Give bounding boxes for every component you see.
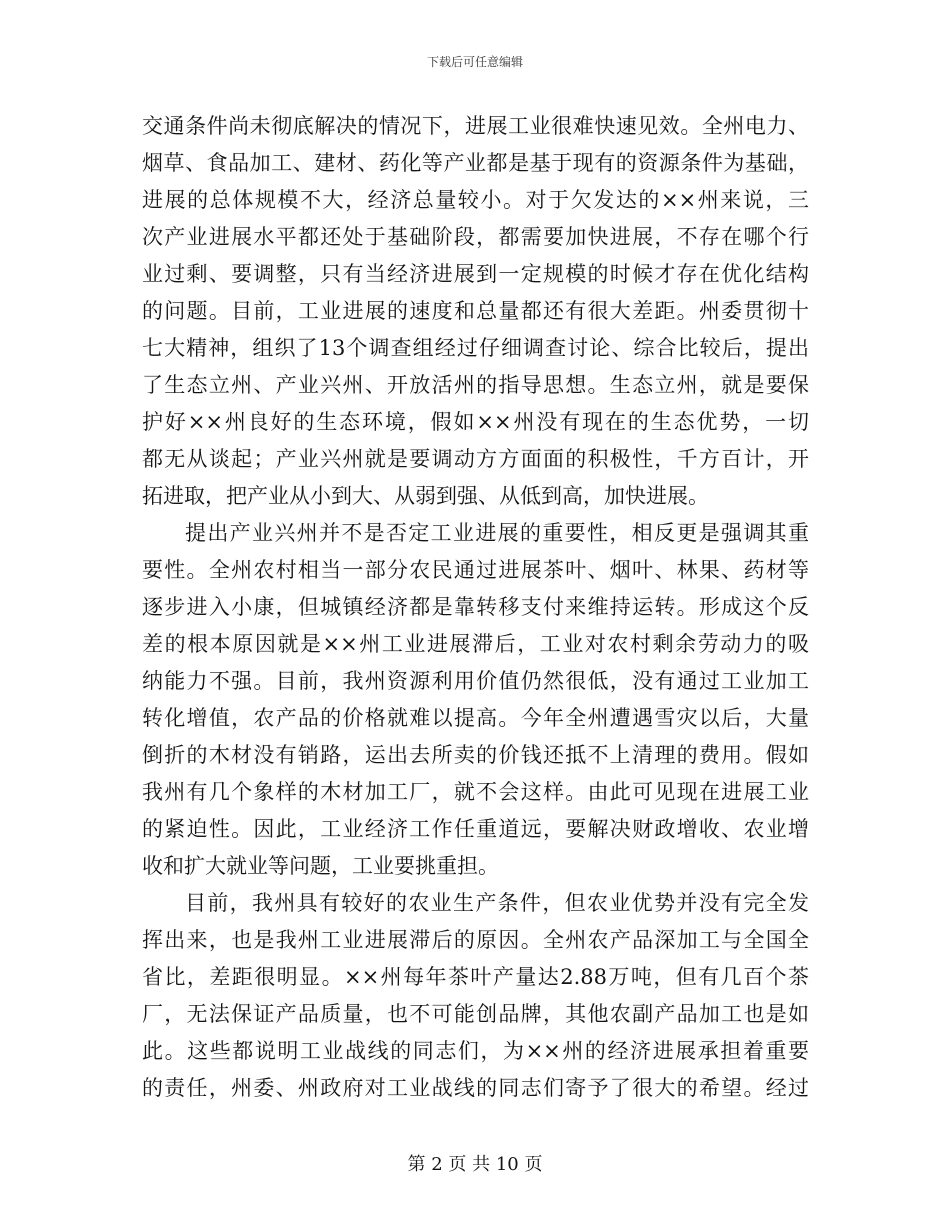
- text-line: 交通条件尚未彻底解决的情况下，进展工业很难快速见效。全州电力、: [142, 114, 809, 138]
- text-line: 转化增值，农产品的价格就难以提高。今年全州遭遇雪灾以后，大量: [142, 706, 809, 730]
- text-line: 此。这些都说明工业战线的同志们，为××州的经济进展承担着重要: [142, 1039, 809, 1063]
- text-line: 的紧迫性。因此，工业经济工作任重道远，要解决财政增收、农业增: [142, 817, 809, 841]
- text-line: 都无从谈起；产业兴州就是要调动方方面面的积极性，千方百计，开: [142, 447, 809, 471]
- text-line: 差的根本原因就是××州工业进展滞后，工业对农村剩余劳动力的吸: [142, 632, 809, 656]
- text-line: 七大精神，组织了13个调查组经过仔细调查讨论、综合比较后，提出: [142, 336, 809, 360]
- text-line: 业过剩、要调整，只有当经济进展到一定规模的时候才存在优化结构: [142, 262, 809, 286]
- text-line: 挥出来，也是我州工业进展滞后的原因。全州农产品深加工与全国全: [142, 928, 809, 952]
- text-line: 目前，我州具有较好的农业生产条件，但农业优势并没有完全发: [185, 891, 809, 915]
- text-line: 次产业进展水平都还处于基础阶段，都需要加快进展，不存在哪个行: [142, 225, 809, 249]
- text-line: 要性。全州农村相当一部分农民通过进展茶叶、烟叶、林果、药材等: [142, 558, 809, 582]
- text-line: 的问题。目前，工业进展的速度和总量都还有很大差距。州委贯彻十: [142, 299, 809, 323]
- text-line: 提出产业兴州并不是否定工业进展的重要性，相反更是强调其重: [185, 521, 809, 545]
- text-line: 烟草、食品加工、建材、药化等产业都是基于现有的资源条件为基础，: [142, 151, 809, 175]
- body-text: [142, 108, 809, 1107]
- text-line: 省比，差距很明显。××州每年茶叶产量达2.88万吨，但有几百个茶: [142, 965, 809, 989]
- text-line: 了生态立州、产业兴州、开放活州的指导思想。生态立州，就是要保: [142, 373, 809, 397]
- text-line: 护好××州良好的生态环境，假如××州没有现在的生态优势，一切: [142, 410, 809, 434]
- text-line: 厂，无法保证产品质量，也不可能创品牌，其他农副产品加工也是如: [142, 1002, 809, 1026]
- text-line: 纳能力不强。目前，我州资源利用价值仍然很低，没有通过工业加工: [142, 669, 809, 693]
- text-line: 的责任，州委、州政府对工业战线的同志们寄予了很大的希望。经过: [142, 1076, 809, 1100]
- paragraph: [142, 108, 809, 515]
- text-line: 我州有几个象样的木材加工厂，就不会这样。由此可见现在进展工业: [142, 780, 809, 804]
- text-line: 收和扩大就业等问题，工业要挑重担。: [142, 854, 499, 878]
- paragraph: [142, 885, 809, 1107]
- text-line: 逐步进入小康，但城镇经济都是靠转移支付来维持运转。形成这个反: [142, 595, 809, 619]
- paragraph: [142, 515, 809, 885]
- text-line: 拓进取，把产业从小到大、从弱到强、从低到高，加快进展。: [142, 484, 709, 508]
- page-header-note: 下载后可任意编辑: [426, 55, 523, 69]
- text-line: 倒折的木材没有销路，运出去所卖的价钱还抵不上清理的费用。假如: [142, 743, 809, 767]
- page-number-footer: 第 2 页 共 10 页: [407, 1154, 543, 1175]
- text-line: 进展的总体规模不大，经济总量较小。对于欠发达的××州来说，三: [142, 188, 809, 212]
